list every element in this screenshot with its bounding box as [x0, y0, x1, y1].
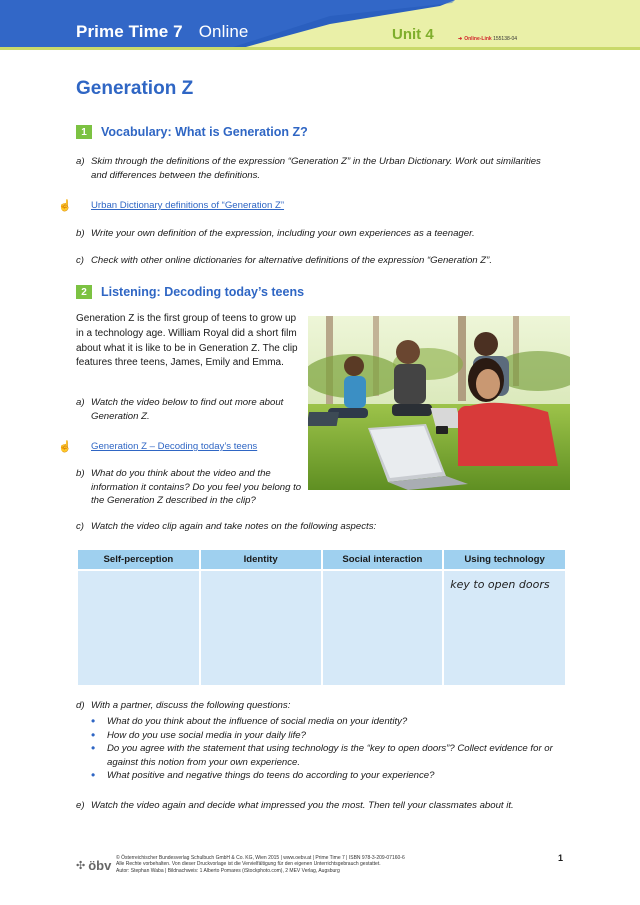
- teens-photo: [308, 316, 570, 490]
- notes-cell-using-technology[interactable]: [443, 570, 565, 685]
- task-marker: d): [76, 700, 85, 711]
- video-link[interactable]: Generation Z – Decoding today’s teens: [91, 441, 258, 452]
- column-header-identity: Identity: [200, 550, 322, 570]
- task-marker: b): [76, 468, 85, 479]
- task-1a: [76, 155, 546, 182]
- task-text: With a partner, discuss the following questions:: [91, 700, 291, 711]
- footer-line: Autor: Stephan Waba | Bildnachweis: 1 Alberto Pomares (iStockphoto.com), 2 MEV Verlag, Augsburg: [116, 867, 340, 874]
- task-2b: [76, 467, 312, 508]
- list-item: • Do you agree with the statement that using technology is the “key to open doors”? Collect evidence for or against this notion from your own experience.: [91, 742, 571, 769]
- footer-line: Alle Rechte vorbehalten. Von dieser Druckvorlage ist die Vervielfältigung für den eigenen Unterrichtsgebrauch gestattet.: [116, 861, 381, 868]
- online-link-code: 155138-04: [493, 36, 518, 42]
- footer-copyright: [116, 855, 516, 874]
- pointing-hand-icon: ☝: [58, 441, 72, 453]
- online-link[interactable]: [458, 36, 517, 42]
- page-title: Generation Z: [76, 78, 194, 99]
- link-row-video: [58, 440, 257, 453]
- notes-table: [78, 550, 565, 685]
- task-1b: [76, 227, 556, 241]
- section-1-heading: [76, 125, 308, 139]
- column-header-using-technology: Using technology: [443, 550, 565, 570]
- task-text: Skim through the definitions of the expression “Generation Z” in the Urban Dictionary. Work out similarities and differences between the definitions.: [91, 156, 541, 181]
- brand-title: [76, 22, 248, 42]
- intro-paragraph: Generation Z is the first group of teens to grow up in a technology age. William Royal did a short film about what it is like to be in Generation Z. The clip features three teens, James, Emily and Emma.: [76, 313, 298, 369]
- task-text: Watch the video clip again and take notes on the following aspects:: [91, 521, 377, 532]
- section-2-heading: [76, 285, 304, 299]
- notes-cell-social-interaction[interactable]: [322, 570, 444, 685]
- table-row: [78, 570, 565, 685]
- section-title: Vocabulary: What is Generation Z?: [101, 125, 308, 139]
- page-number: 1: [558, 853, 564, 863]
- teens-illustration: [308, 316, 570, 490]
- task-2c: [76, 520, 556, 534]
- task-text: Watch the video again and decide what impressed you the most. Then tell your classmates about it.: [91, 800, 514, 811]
- brand-name: Prime Time 7: [76, 22, 183, 41]
- notes-cell-self-perception[interactable]: [78, 570, 200, 685]
- task-marker: c): [76, 255, 84, 266]
- task-text: Watch the video below to find out more about Generation Z.: [91, 397, 284, 422]
- publisher-name: öbv: [88, 858, 112, 873]
- brand-online: Online: [198, 22, 249, 41]
- urban-dictionary-link[interactable]: Urban Dictionary definitions of “Generation Z”: [91, 200, 285, 211]
- task-marker: e): [76, 800, 85, 811]
- task-2a: [76, 396, 304, 423]
- unit-label: Unit 4: [392, 26, 434, 43]
- column-header-self-perception: Self-perception: [78, 550, 200, 570]
- publisher-logo: [76, 858, 111, 873]
- list-item: • How do you use social media in your daily life?: [91, 729, 571, 743]
- task-2d: [76, 699, 556, 713]
- task-marker: c): [76, 521, 84, 532]
- column-header-social-interaction: Social interaction: [322, 550, 444, 570]
- task-marker: b): [76, 228, 85, 239]
- task-text: Check with other online dictionaries for alternative definitions of the expression “Generation Z”.: [91, 255, 493, 266]
- page-header: [0, 0, 640, 50]
- task-text: Write your own definition of the expression, including your own experiences as a teenager.: [91, 228, 475, 239]
- pointing-hand-icon: ☝: [58, 200, 72, 212]
- section-number-badge: 1: [76, 125, 92, 139]
- arrow-icon: ➜: [458, 36, 463, 42]
- task-1c: [76, 254, 566, 268]
- discussion-questions: [91, 715, 571, 783]
- task-marker: a): [76, 397, 85, 408]
- link-row-urban-dictionary: [58, 199, 284, 212]
- publisher-emblem-icon: ✣: [76, 860, 86, 872]
- section-title: Listening: Decoding today’s teens: [101, 285, 305, 299]
- online-link-label: Online-Link: [464, 36, 492, 42]
- list-item: • What do you think about the influence of social media on your identity?: [91, 715, 571, 729]
- notes-cell-identity[interactable]: [200, 570, 322, 685]
- note-text: key to open doors: [450, 578, 550, 591]
- table-header-row: [78, 550, 565, 570]
- task-text: What do you think about the video and the information it contains? Do you feel you belong to the Generation Z described in the clip?: [91, 468, 302, 506]
- task-marker: a): [76, 156, 85, 167]
- footer-line: © Österreichischer Bundesverlag Schulbuch GmbH & Co. KG, Wien 2015 | www.oebv.at | Prime Time 7 | ISBN 978-3-209-07160-6: [116, 855, 405, 861]
- list-item: • What positive and negative things do teens do according to your experience?: [91, 769, 571, 783]
- task-2e: [76, 799, 566, 813]
- section-number-badge: 2: [76, 285, 92, 299]
